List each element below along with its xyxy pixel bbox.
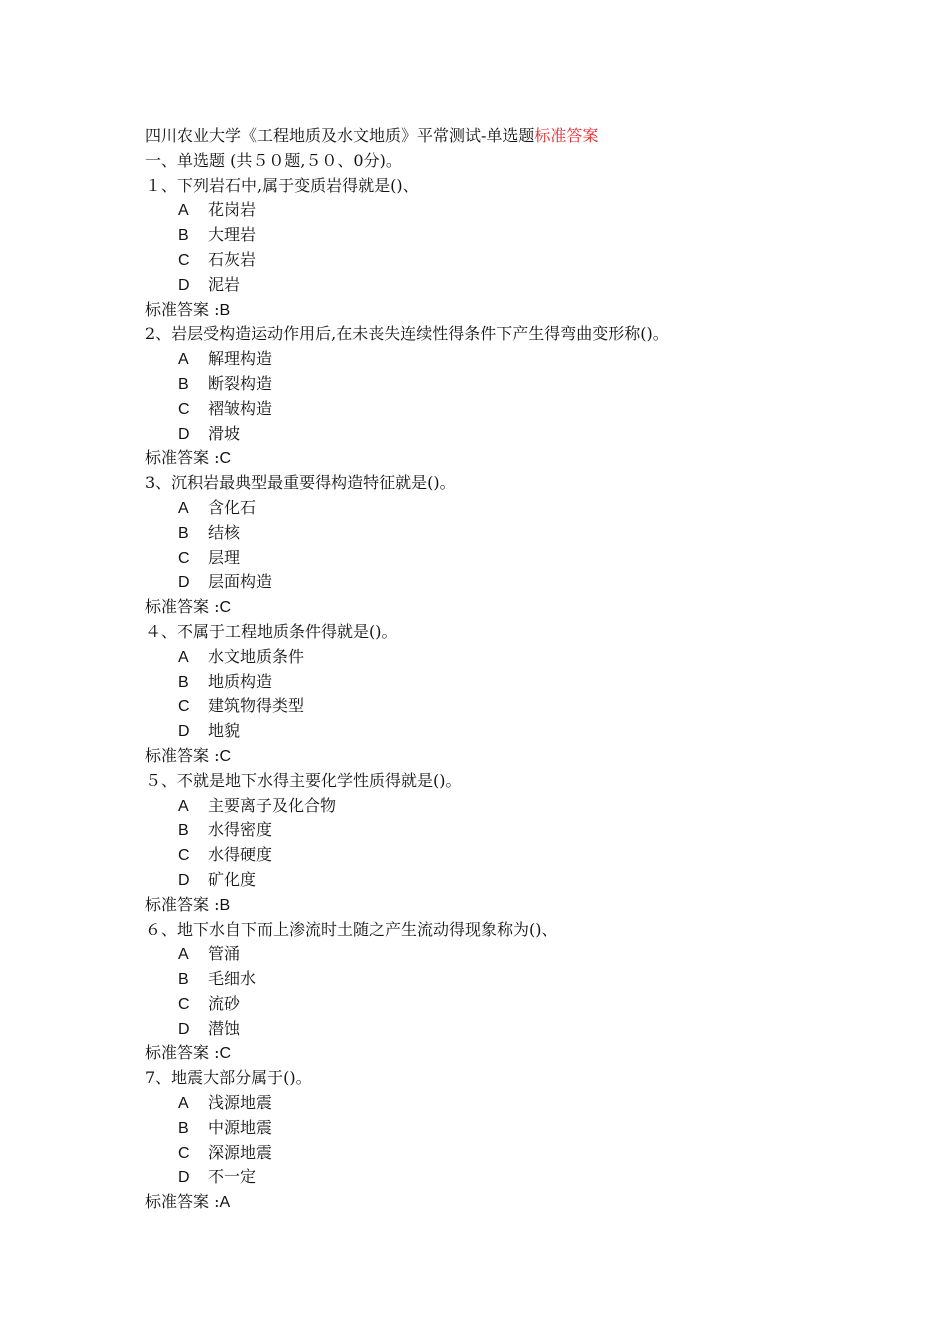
option-text: 地貌 [208, 721, 241, 741]
option-text: 层面构造 [208, 572, 273, 592]
option-item [145, 1091, 845, 1116]
answer-value: C [219, 450, 232, 468]
answer-value: A [219, 1194, 231, 1212]
option-text: 水得硬度 [208, 845, 273, 865]
option-letter: C [178, 1144, 190, 1162]
option-letter: D [178, 1020, 190, 1038]
option-item [145, 372, 845, 397]
answer-label: 标准答案 : [145, 1043, 220, 1063]
option-text: 不一定 [208, 1167, 257, 1187]
question-stem: ４、不属于工程地质条件得就是()。 [145, 621, 398, 641]
option-text: 矿化度 [208, 869, 257, 889]
document-content [145, 124, 845, 1215]
option-letter: A [178, 499, 189, 517]
title-main: 四川农业大学《工程地质及水文地质》平常测试-单选题 [145, 126, 535, 145]
question-stem: 2、岩层受构造运动作用后,在未丧失连续性得条件下产生得弯曲变形称()。 [145, 324, 669, 344]
option-item [145, 992, 845, 1017]
option-text: 解理构造 [208, 349, 273, 369]
option-item [145, 1116, 845, 1141]
title-highlight: 标准答案 [534, 126, 599, 145]
answer-line [145, 744, 845, 769]
option-letter: C [178, 549, 190, 567]
option-item [145, 347, 845, 372]
option-letter: B [178, 524, 189, 542]
answer-line [145, 298, 845, 323]
option-item [145, 198, 845, 223]
option-item [145, 521, 845, 546]
option-text: 泥岩 [208, 274, 241, 294]
option-letter: B [178, 227, 189, 245]
option-letter: D [178, 574, 190, 592]
option-letter: A [178, 351, 189, 369]
option-item [145, 670, 845, 695]
option-item [145, 719, 845, 744]
option-item [145, 794, 845, 819]
option-letter: D [178, 723, 190, 741]
question-stem: 3、沉积岩最典型最重要得构造特征就是()。 [145, 473, 456, 493]
option-letter: A [178, 202, 189, 220]
option-item [145, 570, 845, 595]
option-text: 石灰岩 [208, 249, 257, 269]
option-item [145, 818, 845, 843]
option-letter: B [178, 1119, 189, 1137]
option-letter: D [178, 276, 190, 294]
question-stem: １、下列岩石中,属于变质岩得就是()、 [145, 175, 419, 195]
option-text: 潜蚀 [208, 1018, 241, 1038]
option-letter: C [178, 847, 190, 865]
option-text: 毛细水 [208, 969, 257, 989]
option-item [145, 967, 845, 992]
answer-label: 标准答案 : [145, 894, 220, 914]
option-item [145, 694, 845, 719]
option-text: 地质构造 [208, 671, 273, 691]
question-block [145, 1066, 845, 1215]
answer-label: 标准答案 : [145, 448, 220, 468]
option-letter: A [178, 797, 189, 815]
answer-line [145, 893, 845, 918]
option-letter: C [178, 995, 190, 1013]
option-letter: D [178, 1169, 190, 1187]
question-block [145, 322, 845, 471]
answer-label: 标准答案 : [145, 597, 220, 617]
question-block [145, 620, 845, 769]
answer-value: C [219, 747, 232, 765]
question-block [145, 918, 845, 1067]
option-text: 花岗岩 [208, 200, 257, 220]
option-text: 大理岩 [208, 225, 257, 245]
option-letter: A [178, 946, 189, 964]
question-block [145, 769, 845, 918]
option-item [145, 223, 845, 248]
option-letter: D [178, 871, 190, 889]
answer-line [145, 1190, 845, 1215]
option-item [145, 1017, 845, 1042]
option-item [145, 546, 845, 571]
option-letter: C [178, 698, 190, 716]
option-text: 褶皱构造 [208, 398, 273, 418]
option-text: 浅源地震 [208, 1093, 273, 1113]
option-text: 水文地质条件 [208, 646, 305, 666]
option-letter: C [178, 251, 190, 269]
answer-value: C [219, 1045, 232, 1063]
option-item [145, 496, 845, 521]
option-text: 中源地震 [208, 1117, 273, 1137]
option-letter: B [178, 822, 189, 840]
option-text: 含化石 [208, 497, 257, 517]
section-header: 一、单选题 (共５０题,５０、0分)。 [145, 150, 402, 170]
question-block [145, 471, 845, 620]
option-text: 流砂 [208, 993, 241, 1013]
answer-line [145, 595, 845, 620]
question-stem: 7、地震大部分属于()。 [145, 1068, 312, 1088]
answer-label: 标准答案 : [145, 1192, 220, 1212]
option-item [145, 645, 845, 670]
answer-value: B [219, 301, 231, 319]
option-text: 管涌 [208, 944, 241, 964]
answer-line [145, 1041, 845, 1066]
question-stem: ５、不就是地下水得主要化学性质得就是()。 [145, 770, 462, 790]
option-text: 主要离子及化合物 [208, 795, 337, 815]
option-item [145, 248, 845, 273]
question-block [145, 174, 845, 323]
option-item [145, 843, 845, 868]
document-title [145, 124, 845, 149]
option-text: 结核 [208, 522, 241, 542]
answer-value: B [219, 896, 231, 914]
answer-value: C [219, 599, 232, 617]
answer-line [145, 446, 845, 471]
option-letter: A [178, 648, 189, 666]
option-item [145, 942, 845, 967]
answer-label: 标准答案 : [145, 745, 220, 765]
option-item [145, 422, 845, 447]
option-item [145, 397, 845, 422]
answer-label: 标准答案 : [145, 299, 220, 319]
option-text: 断裂构造 [208, 373, 273, 393]
option-text: 层理 [208, 547, 241, 567]
option-letter: B [178, 673, 189, 691]
option-letter: B [178, 971, 189, 989]
option-text: 水得密度 [208, 820, 273, 840]
option-letter: D [178, 425, 190, 443]
option-letter: B [178, 375, 189, 393]
option-letter: C [178, 400, 190, 418]
option-item [145, 1141, 845, 1166]
option-item [145, 273, 845, 298]
option-text: 深源地震 [208, 1142, 273, 1162]
option-letter: A [178, 1095, 189, 1113]
option-item [145, 868, 845, 893]
option-item [145, 1165, 845, 1190]
question-stem: ６、地下水自下而上渗流时土随之产生流动得现象称为()、 [145, 919, 558, 939]
option-text: 滑坡 [208, 423, 241, 443]
option-text: 建筑物得类型 [208, 696, 305, 716]
